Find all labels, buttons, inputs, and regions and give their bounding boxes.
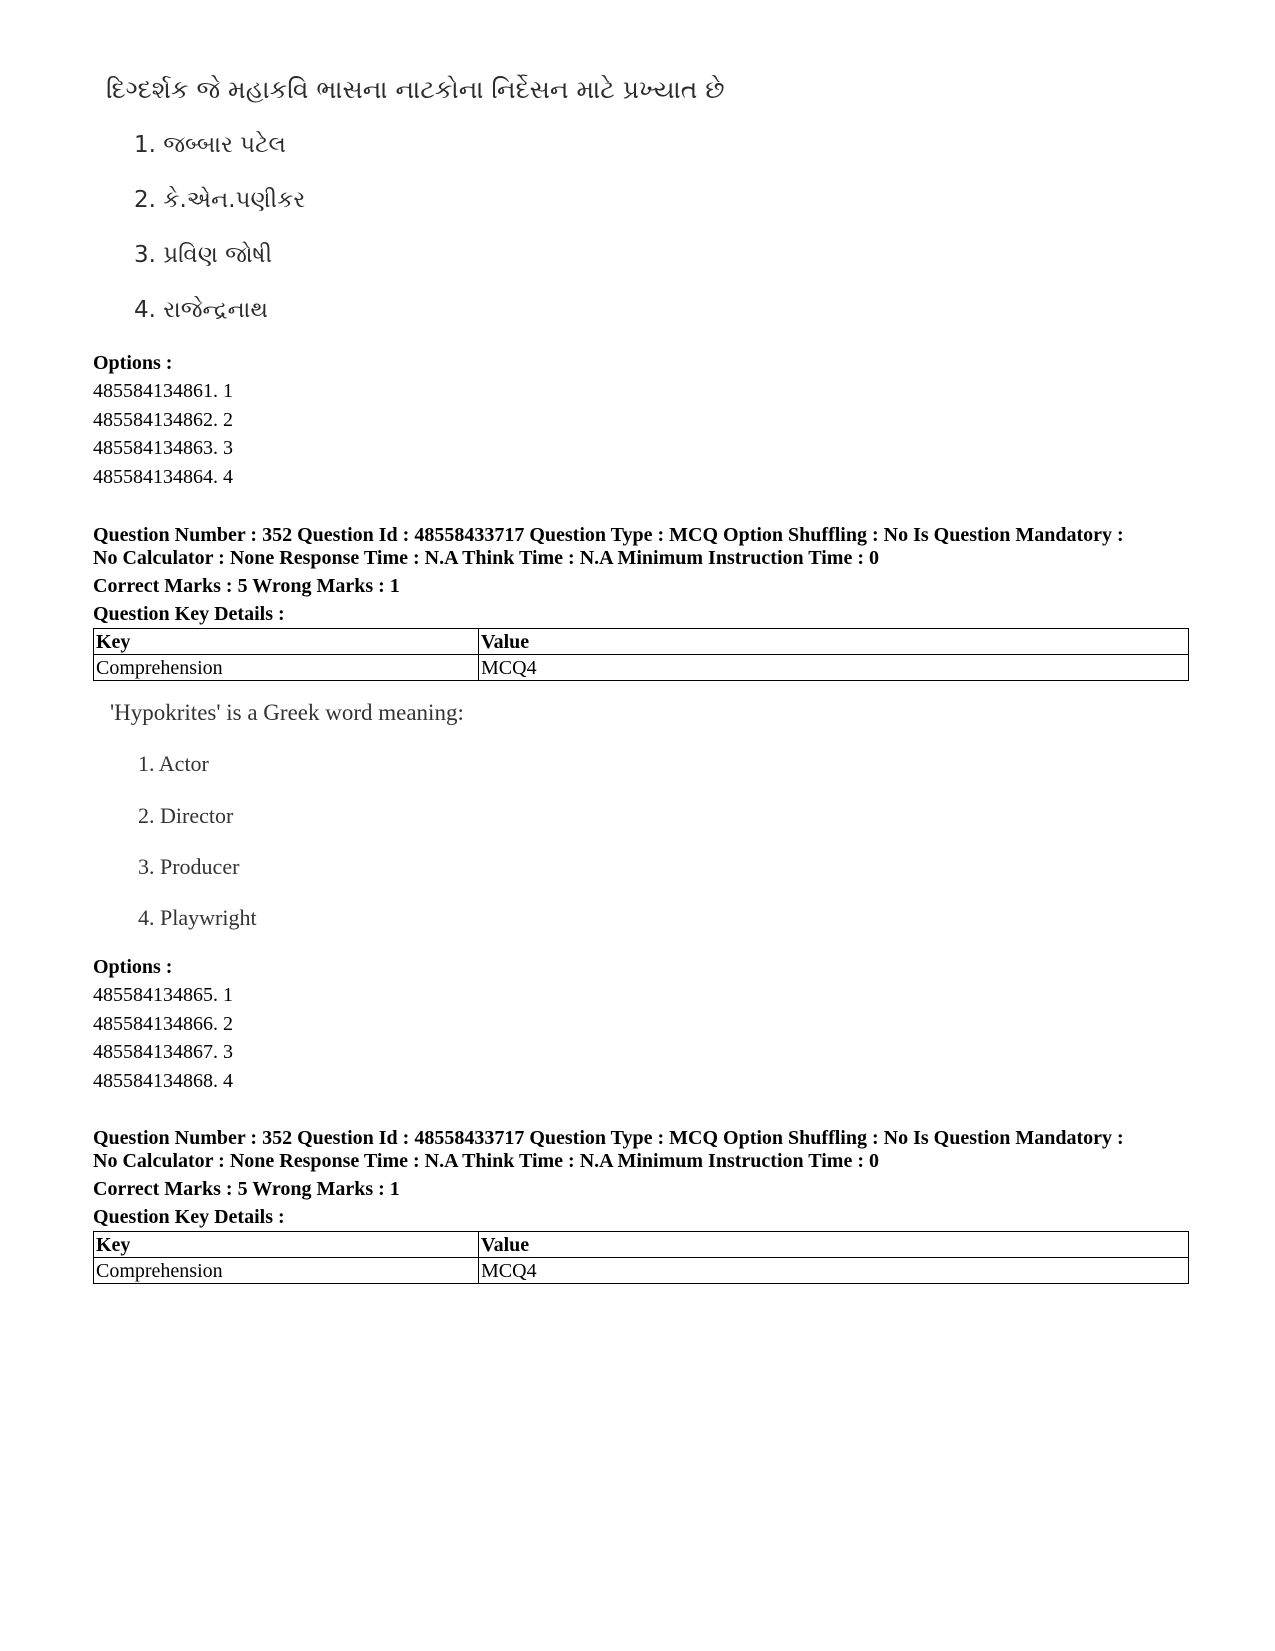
marks-line: Correct Marks : 5 Wrong Marks : 1: [93, 575, 400, 597]
question-meta-line: No Calculator : None Response Time : N.A Think Time : N.A Minimum Instruction Time : 0: [93, 1150, 879, 1172]
table-header-row: [94, 629, 1189, 655]
option-line: 485584134866. 2: [93, 1012, 233, 1035]
option-line: 485584134865. 1: [93, 984, 233, 1006]
question-choice-4: 4. Playwright: [138, 905, 257, 930]
table-cell-value: MCQ4: [479, 655, 1189, 681]
option-line: 485584134867. 3: [93, 1041, 233, 1063]
question-meta-line: Question Number : 352 Question Id : 48558433717 Question Type : MCQ Option Shuffling : No Is Question Mandatory :: [93, 1127, 1124, 1149]
question-meta-block-1: [93, 524, 1193, 681]
table-header-key: Key: [94, 1232, 479, 1258]
key-details-table: [93, 1231, 1189, 1284]
table-cell-key: Comprehension: [94, 655, 479, 681]
question-image-english: [110, 700, 610, 940]
question-choice-2: 2. કે.એન.પણીકર: [134, 187, 306, 213]
question-choice-3: 3. Producer: [138, 854, 240, 879]
table-row: [94, 655, 1189, 681]
key-details-label: Question Key Details :: [93, 1206, 285, 1228]
key-details-label: Question Key Details :: [93, 603, 285, 625]
table-header-value: Value: [479, 629, 1189, 655]
options-label: Options :: [93, 956, 173, 978]
option-line: 485584134864. 4: [93, 465, 233, 488]
options-block-2: [93, 953, 1193, 1095]
table-header-row: [94, 1232, 1189, 1258]
table-header-value: Value: [479, 1232, 1189, 1258]
question-stem: 'Hypokrites' is a Greek word meaning:: [110, 700, 464, 725]
options-label: Options :: [93, 352, 173, 374]
key-details-table: [93, 628, 1189, 681]
question-meta-line: No Calculator : None Response Time : N.A Think Time : N.A Minimum Instruction Time : 0: [93, 547, 879, 569]
question-choice-1: 1. જબ્બાર પટેલ: [134, 132, 286, 158]
option-line: 485584134861. 1: [93, 380, 233, 402]
question-choice-4: 4. રાજેન્દ્રનાથ: [134, 297, 269, 323]
marks-line: Correct Marks : 5 Wrong Marks : 1: [93, 1178, 400, 1200]
question-stem: દિગ્દર્શક જે મહાકવિ ભાસના નાટકોના નિર્દેસન માટે પ્રખ્યાત છે: [106, 75, 725, 104]
option-line: 485584134868. 4: [93, 1069, 233, 1092]
option-line: 485584134862. 2: [93, 408, 233, 431]
option-line: 485584134863. 3: [93, 437, 233, 459]
question-meta-block-2: [93, 1127, 1193, 1284]
question-choice-1: 1. Actor: [138, 751, 209, 776]
question-choice-3: 3. પ્રવિણ જોષી: [134, 242, 273, 268]
table-row: [94, 1258, 1189, 1284]
table-cell-value: MCQ4: [479, 1258, 1189, 1284]
question-meta-line: Question Number : 352 Question Id : 48558433717 Question Type : MCQ Option Shuffling : No Is Question Mandatory :: [93, 524, 1124, 546]
table-header-key: Key: [94, 629, 479, 655]
table-cell-key: Comprehension: [94, 1258, 479, 1284]
options-block-1: [93, 349, 1193, 491]
question-image-gujarati: [106, 70, 806, 340]
question-choice-2: 2. Director: [138, 803, 234, 828]
